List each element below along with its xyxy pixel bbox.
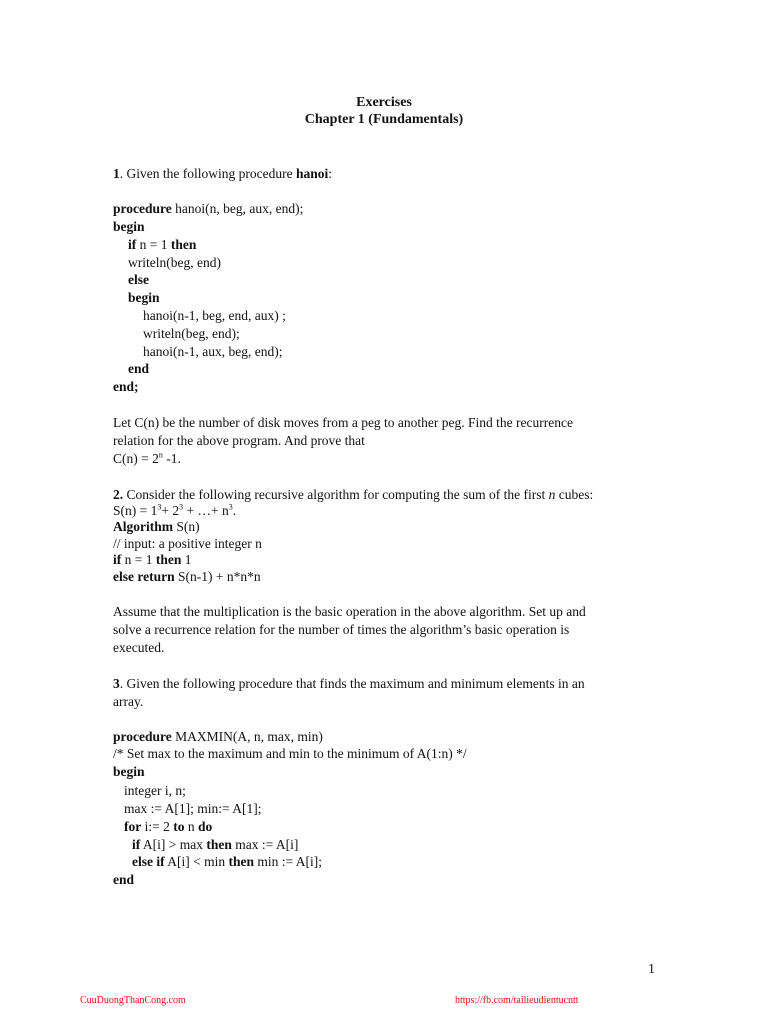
- code-line: else: [128, 272, 149, 287]
- chapter-title: Chapter 1 (Fundamentals): [304, 112, 464, 127]
- code-line: else if A[i] < min then min := A[i];: [132, 854, 323, 869]
- code-line: hanoi(n-1, aux, beg, end);: [143, 344, 283, 359]
- paragraph-line: array.: [113, 694, 144, 709]
- code-line: writeln(beg, end): [128, 255, 221, 270]
- paragraph-line: Let C(n) be the number of disk moves from a peg to another peg. Find the recurrence: [113, 415, 573, 430]
- formula-line: $S(n) = 1^3+ 2^3$ + …+ $n^3$.: [113, 502, 237, 518]
- footer-left-link[interactable]: CuuDuongThanCong.com: [80, 995, 186, 1006]
- paragraph-line: Assume that the multiplication is the basic operation in the above algorithm. Set up and: [113, 604, 586, 619]
- code-line: end: [128, 361, 150, 376]
- code-line: Algorithm S(n): [113, 519, 200, 534]
- code-line: procedure hanoi(n, beg, aux, end);: [113, 201, 304, 216]
- code-line: for i:= 2 to n do: [124, 819, 213, 834]
- code-line: begin: [128, 290, 160, 305]
- code-line: begin: [113, 764, 145, 779]
- code-line: end;: [113, 379, 139, 394]
- code-line: max := A[1]; min:= A[1];: [124, 801, 262, 816]
- code-line: integer i, n;: [124, 783, 186, 798]
- code-line: writeln(beg, end);: [143, 326, 240, 341]
- code-line: procedure MAXMIN(A, n, max, min): [113, 729, 323, 744]
- code-line: if A[i] > max then max := A[i]: [132, 837, 299, 852]
- code-line: hanoi(n-1, beg, end, aux) ;: [143, 308, 286, 323]
- code-line: else return S(n-1) + n*n*n: [113, 569, 261, 584]
- paragraph-line: relation for the above program. And prove that: [113, 433, 365, 448]
- page-number: 1: [648, 962, 655, 977]
- paragraph-line: executed.: [113, 640, 165, 655]
- code-line: // input: a positive integer n: [113, 536, 262, 551]
- exercise-3-intro: 3. Given the following procedure that finds the maximum and minimum elements in an: [113, 676, 585, 691]
- code-line: end: [113, 872, 135, 887]
- exercise-2-intro: 2. Consider the following recursive algorithm for computing the sum of the first n cubes:: [113, 487, 594, 502]
- code-line: if n = 1 then: [128, 237, 197, 252]
- exercise-1-intro: 1. Given the following procedure hanoi:: [113, 166, 332, 181]
- paragraph-line: solve a recurrence relation for the number of times the algorithm’s basic operation is: [113, 622, 570, 637]
- code-line: if n = 1 then 1: [113, 552, 192, 567]
- formula-line: $C(n) = 2^n$ -1.: [113, 450, 181, 466]
- code-line: /* Set max to the maximum and min to the minimum of A(1:n) */: [113, 746, 467, 761]
- footer-right-link[interactable]: https://fb.com/tailieudientucntt: [455, 995, 579, 1006]
- code-line: begin: [113, 219, 145, 234]
- page-title: Exercises: [356, 95, 412, 110]
